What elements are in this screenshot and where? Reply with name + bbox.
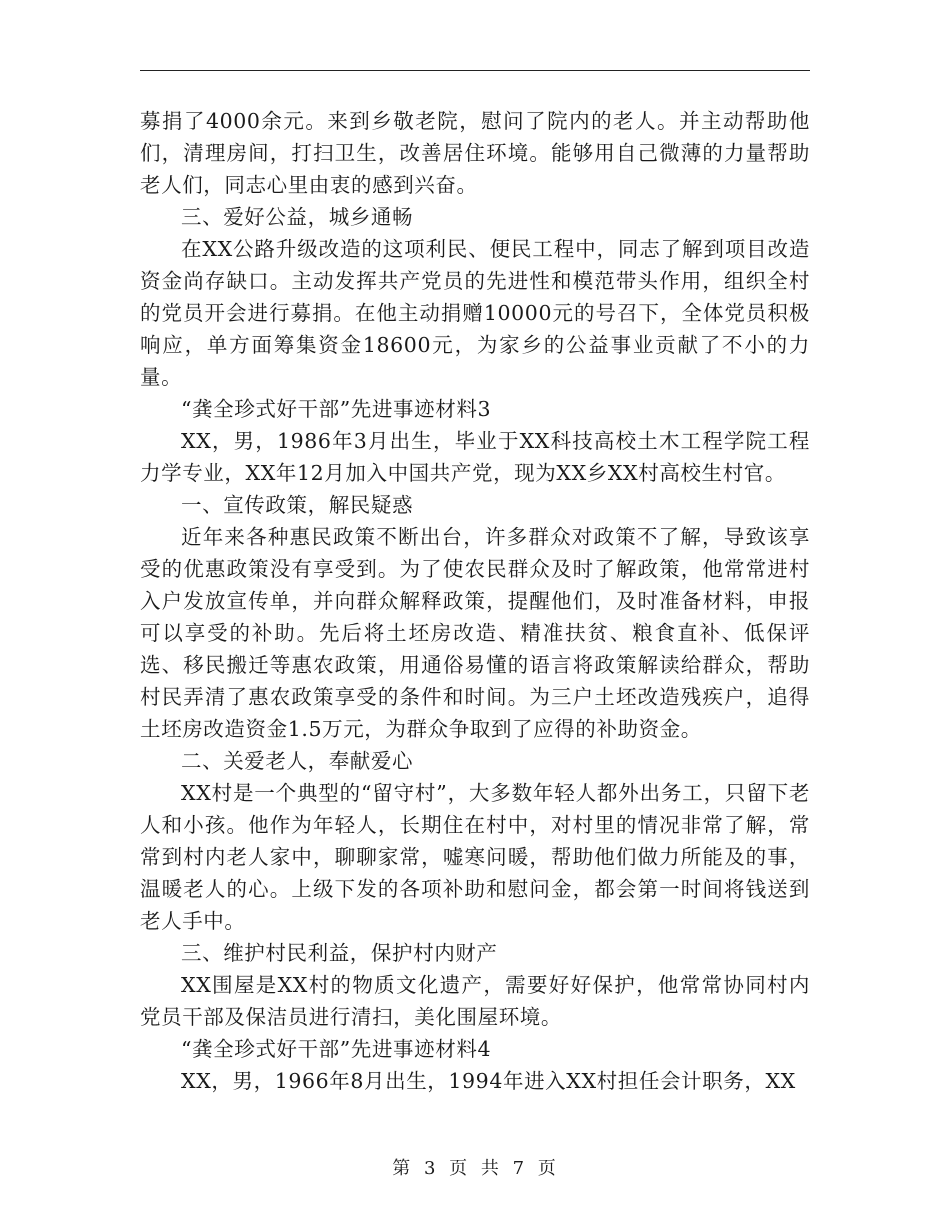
header-rule xyxy=(140,70,810,71)
paragraph-protect-property: XX围屋是XX村的物质文化遗产，需要好好保护，他常常协同村内党员干部及保洁员进行清扫，美化围屋环境。 xyxy=(140,973,810,1029)
paragraph-road-upgrade: 在XX公路升级改造的这项利民、便民工程中，同志了解到项目改造资金尚存缺口。主动发挥共产党员的先进性和模范带头作用，组织全村的党员开会进行募捐。在他主动捐赠10000元的号召下，全体党员积极响应，单方面筹集资金18600元，为家乡的公益事业贡献了不小的力量。 xyxy=(140,237,810,389)
page-number-footer: 第 3 页 共 7 页 xyxy=(392,1158,558,1179)
paragraph-donation-continued: 募捐了4000余元。来到乡敬老院，慰问了院内的老人。并主动帮助他们，清理房间，打扫卫生，改善居住环境。能够用自己微薄的力量帮助老人们，同志心里由衷的感到兴奋。 xyxy=(140,109,810,197)
section-heading-protect-property: 三、维护村民利益，保护村内财产 xyxy=(181,941,498,965)
paragraph-profile-4: XX，男，1966年8月出生，1994年进入XX村担任会计职务，XX xyxy=(181,1069,796,1093)
material-title-3: “龚全珍式好干部”先进事迹材料3 xyxy=(181,397,492,421)
material-title-4: “龚全珍式好干部”先进事迹材料4 xyxy=(181,1037,492,1061)
section-heading-public-welfare: 三、爱好公益，城乡通畅 xyxy=(181,205,414,229)
paragraph-policy: 近年来各种惠民政策不断出台，许多群众对政策不了解，导致该享受的优惠政策没有享受到。为了使农民群众及时了解政策，他常常进村入户发放宣传单，并向群众解释政策，提醒他们，及时准备材料，申报可以享受的补助。先后将土坯房改造、精准扶贫、粮食直补、低保评选、移民搬迁等惠农政策，用通俗易懂的语言将政策解读给群众，帮助村民弄清了惠农政策享受的条件和时间。为三户土坯改造残疾户，追得土坯房改造资金1.5万元，为群众争取到了应得的补助资金。 xyxy=(140,525,810,741)
paragraph-profile-3: XX，男，1986年3月出生，毕业于XX科技高校土木工程学院工程力学专业，XX年12月加入中国共产党，现为XX乡XX村高校生村官。 xyxy=(140,429,810,485)
paragraph-elderly-care: XX村是一个典型的“留守村”，大多数年轻人都外出务工，只留下老人和小孩。他作为年轻人，长期住在村中，对村里的情况非常了解，常常到村内老人家中，聊聊家常，嘘寒问暖，帮助他们做力所能及的事，温暖老人的心。上级下发的各项补助和慰问金，都会第一时间将钱送到老人手中。 xyxy=(140,781,810,933)
section-heading-policy: 一、宣传政策，解民疑惑 xyxy=(181,493,414,517)
document-body xyxy=(140,105,810,1097)
section-heading-elderly-care: 二、关爱老人，奉献爱心 xyxy=(181,749,414,773)
